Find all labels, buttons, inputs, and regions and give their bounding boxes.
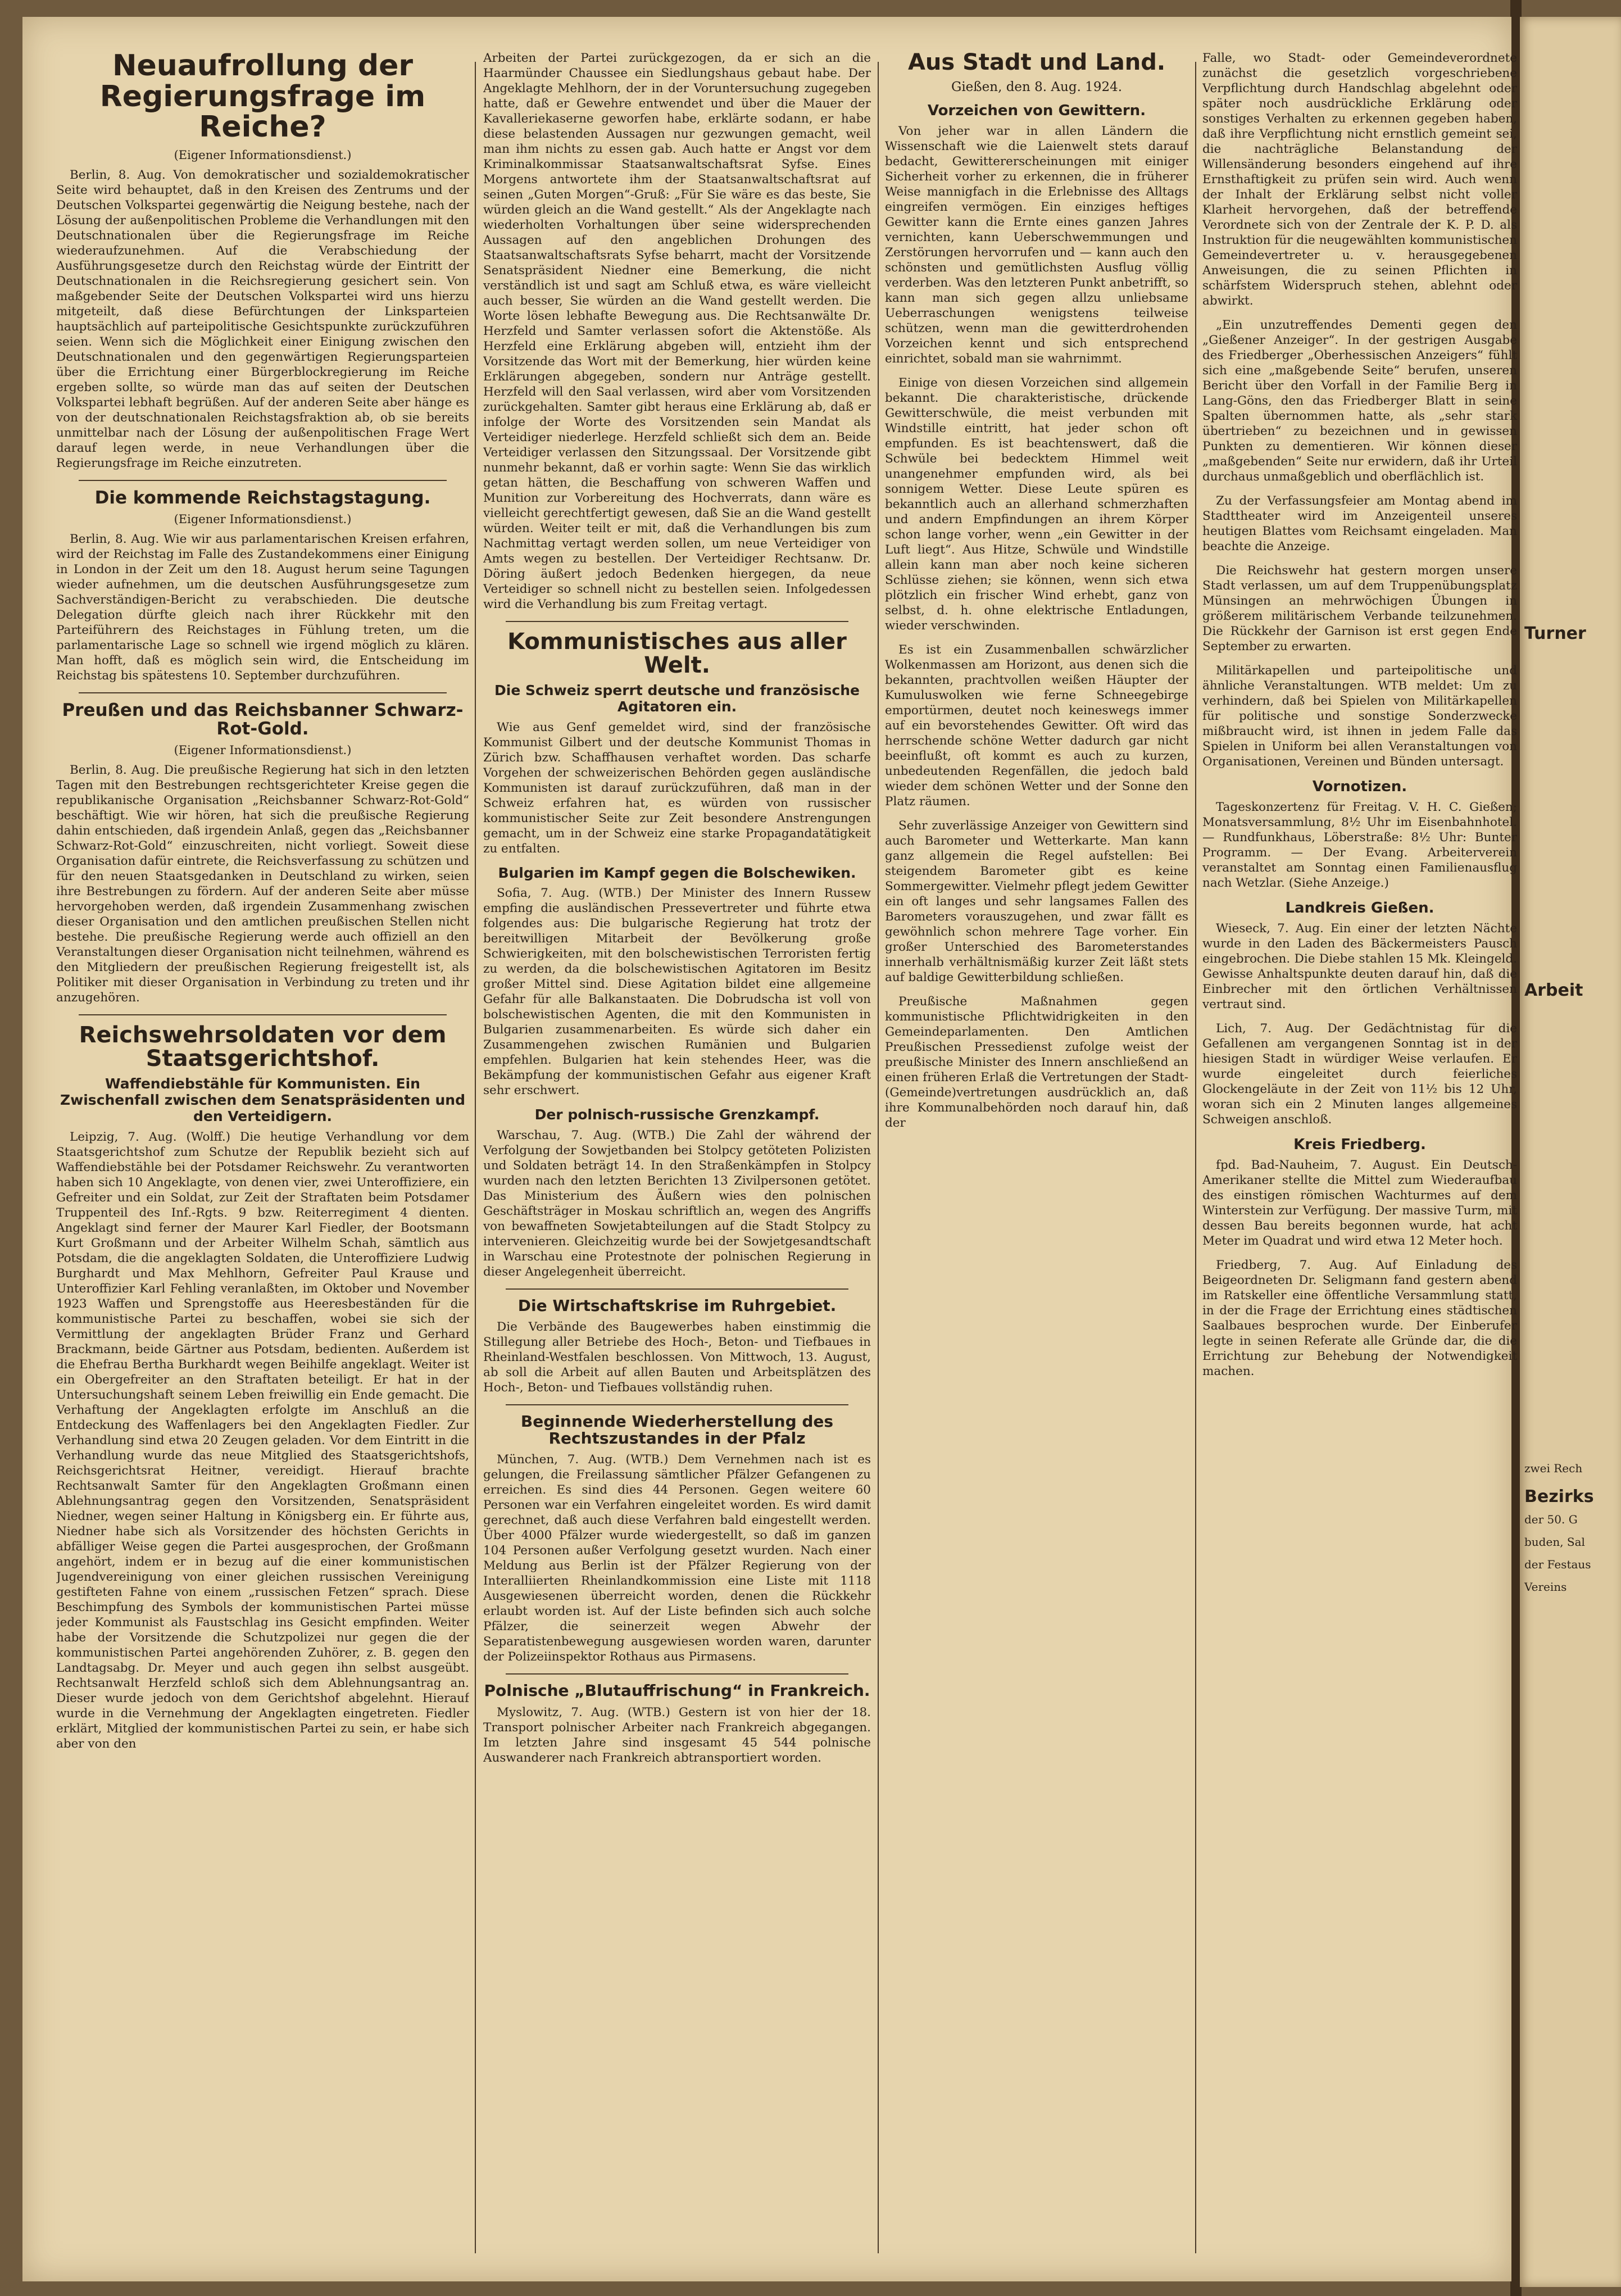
- column-3: [885, 51, 1188, 2276]
- article-text: Zu der Verfassungsfeier am Montag abend im Stadttheater wird im Anzeigenteil unseres heutigen Blattes vom Reichsamt eingeladen. Man beachte die Anzeige.: [1202, 494, 1517, 553]
- article-text: Die Verbände des Baugewerbes haben einstimmig die Stillegung aller Betriebe des Hoch-, Beton- und Tiefbaues in Rheinland-Westfalen beschlossen. Von Mittwoch, 13. August, ab soll die Arbeit auf allen Bauten und Arbeitsplätzen des Hoch-, Beton- und Tiefbaues vollständig ruhen.: [483, 1320, 871, 1395]
- newspaper-page: [22, 17, 1517, 2281]
- edge-text: buden, Sal: [1524, 1535, 1585, 1549]
- headline: Preußen und das Reichsbanner Schwarz-Rot-Gold.: [62, 700, 464, 739]
- column-4: [1202, 51, 1517, 2276]
- subheadline: Bulgarien im Kampf gegen die Bolschewiken.: [498, 864, 856, 881]
- column-2: [483, 51, 871, 2276]
- edge-headline: Turner: [1524, 624, 1586, 643]
- article-text: Es ist ein Zusammenballen schwärzlicher Wolkenmassen am Horizont, aus denen sich die bekannten, prachtvollen weißen Häupter der Kumuluswolken wie ferne Schneegebirge emportürmen, deutet noch keineswegs immer auf ein bevorstehendes Gewitter. Oft wird das herrschende schöne Wetter dadurch gar nicht beeinflußt, oft kommt es auch zu kurzen, unbedeutenden Regenfällen, die jedoch bald wieder dem schönen Wetter und der Sonne den Platz räumen.: [885, 643, 1188, 809]
- article-text: Die Reichswehr hat gestern morgen unsere Stadt verlassen, um auf dem Truppenübungsplatz Münsingen an mehrwöchigen Übungen in größerem militärischem Verbande teilzunehmen. Die Rückkehr der Garnison ist erst gegen Ende September zu erwarten.: [1202, 564, 1517, 654]
- headline: Reichswehrsoldaten vor dem Staatsgerichtshof.: [79, 1022, 447, 1072]
- subheadline: Der polnisch-russische Grenzkampf.: [534, 1106, 820, 1123]
- edge-text: Vereins: [1524, 1580, 1567, 1594]
- article-text: Berlin, 8. Aug. Wie wir aus parlamentarischen Kreisen erfahren, wird der Reichstag im Falle des Zustandekommens einer Einigung in London in der Zeit um den 18. August herum seine Tagungen wieder aufnehmen, um die deutschen Ausführungsgesetze zum Sachverständigen-Bericht zu verabschieden. Die deutsche Delegation dürfte gleich nach ihrer Rückkehr mit den Parteiführern des Reichstages in Fühlung treten, um die parlamentarische Lage so schnell wie irgend möglich zu klären. Man hofft, daß es möglich sein wird, die Entscheidung im Reichstag bis spätestens 10. September durchzuführen.: [56, 532, 469, 683]
- article-text: Wieseck, 7. Aug. Ein einer der letzten Nächte wurde in den Laden des Bäckermeisters Pausch eingebrochen. Die Diebe stahlen 15 Mk. Kleingeld. Gewisse Anhaltspunkte deuten darauf hin, daß die Einbrecher mit den örtlichen Verhältnissen vertraut sind.: [1202, 922, 1517, 1011]
- headline: Beginnende Wiederherstellung des Rechtszustandes in der Pfalz: [520, 1412, 834, 1448]
- article-text: Berlin, 8. Aug. Die preußische Regierung hat sich in den letzten Tagen mit den Bestrebungen rechtsgerichteter Kreise gegen die republikanische Organisation „Reichsbanner Schwarz-Rot-Gold“ beschäftigt. Wie wir hören, hat sich die preußische Regierung dahin entschieden, daß irgendein Anlaß, gegen das „Reichsbanner Schwarz-Rot-Gold“ einzuschreiten, nicht vorliegt. Soweit diese Organisation dafür eintrete, die Reichsverfassung zu schützen und für den neuen Staatsgedanken in Deutschland zu wirken, seien ihre Bestrebungen zu fördern. Auf der anderen Seite aber müsse hervorgehoben werden, daß irgendein Zusammenhang zwischen dieser Organisation und den amtlichen preußischen Stellen nicht bestehe. Die preußische Regierung werde auch offiziell an den Veranstaltungen dieser Organisation nicht teilnehmen, während es den Mitgliedern der preußischen Regierung freigestellt ist, als Politiker mit dieser Organisation in Verbindung zu treten und ihr anzugehören.: [56, 763, 469, 1005]
- divider: [506, 1404, 848, 1405]
- column-1: [56, 51, 469, 2276]
- subheadline: Vorzeichen von Gewittern.: [927, 102, 1146, 119]
- article-text: Berlin, 8. Aug. Von demokratischer und sozialdemokratischer Seite wird behauptet, daß in den Kreisen des Zentrums und der Deutschen Volkspartei gegenwärtig die Neigung bestehe, nach der Lösung der außenpolitischen Probleme die Verhandlungen mit den Deutschnationalen über die Regierungsfrage im Reiche wiederaufzunehmen. Auf die Verabschiedung der Ausführungsgesetze durch den Reichstag würde der Eintritt der Deutschnationalen in die Reichsregierung gesichert sein. Von maßgebender Seite der Deutschen Volkspartei wird uns hierzu mitgeteilt, daß diese Befürchtungen der Linksparteien hauptsächlich auf parteipolitische Gesichtspunkte zurückzuführen seien. Wenn sich die Möglichkeit einer Einigung zwischen den Deutschnationalen und den gegenwärtigen Regierungsparteien über die Errichtung einer Bürgerblockregierung im Reiche ergeben sollte, so würde man das auf seiten der Deutschen Volkspartei lebhaft begrüßen. Auf der anderen Seite aber hänge es von der deutschnationalen Reichstagsfraktion ab, ob sie bereits unmittelbar nach der Lösung der außenpolitischen Frage Wert darauf legen werde, in neue Verhandlungen über die Regierungsfrage im Reiche einzutreten.: [56, 167, 469, 470]
- headline: Neuaufrollung der Regierungsfrage im Reiche?: [99, 51, 426, 144]
- divider: [79, 692, 447, 693]
- headline: Die Wirtschaftskrise im Ruhrgebiet.: [517, 1296, 837, 1315]
- article-text: München, 7. Aug. (WTB.) Dem Vernehmen nach ist es gelungen, die Freilassung sämtlicher Pfälzer Gefangenen zu erreichen. Es sind dies 44 Personen. Gegen weitere 60 Personen war ein Verfahren eingeleitet worden. Es wird damit gerechnet, daß auch diese Verfahren bald eingestellt werden. Über 4000 Pfälzer wurde wiedergestellt, so daß im ganzen 104 Personen außer Verfolgung gesetzt wurden. Nach einer Meldung aus Berlin ist der Pfälzer Regierung von der Interalliierten Rheinlandkommission eine Liste mit 1118 Ausgewiesenen überreicht worden, denen die Rückkehr erlaubt worden ist. Auf der Liste befinden sich auch solche Pfälzer, die seinerzeit wegen Abwehr der Separatistenbewegung ausgewiesen worden waren, darunter der Polizeiinspektor Rothaus aus Pirmasens.: [483, 1453, 871, 1664]
- edge-text: der 50. G: [1524, 1513, 1578, 1526]
- edge-text: der Festaus: [1524, 1558, 1591, 1571]
- article-text: Tageskonzertenz für Freitag. V. H. C. Gießen; Monatsversammlung, 8½ Uhr im Eisenbahnhotel. — Rundfunkhaus, Löberstraße: 8½ Uhr: Bunter Programm. — Der Evang. Arbeiterverein veranstaltet am Sonntag einen Familienausflug nach Wetzlar. (Siehe Anzeige.): [1202, 800, 1517, 890]
- divider: [506, 1673, 848, 1675]
- article-text: Preußische Maßnahmen gegen kommunistische Pflichtwidrigkeiten in den Gemeindeparlamenten. Den Amtlichen Preußischen Pressedienst zufolge weist der preußische Minister des Innern anschließend an einen früheren Erlaß die Vertretungen der Stadt-(Gemeinde)vertretungen ausdrücklich an, daß ihre Kommunalbehörden noch darauf hin, daß der: [885, 995, 1188, 1130]
- subheadline: Landkreis Gießen.: [1285, 900, 1434, 916]
- headline: Polnische „Blutauffrischung“ in Frankreich.: [484, 1681, 870, 1700]
- article-text: Militärkapellen und parteipolitische und ähnliche Veranstaltungen. WTB meldet: Um zu verhindern, daß bei Spielen von Militärkapellen für politische und sonstige Sonderzwecke mißbraucht wird, ist ihnen in jedem Falle das Spielen in Uniform bei allen Veranstaltungen von Organisationen, Vereinen und Bünden untersagt.: [1202, 664, 1517, 769]
- divider: [506, 1288, 848, 1290]
- article-text: Falle, wo Stadt- oder Gemeindeverordnete zunächst die gesetzlich vorgeschriebene Verpflichtung durch Handschlag abgelehnt oder später noch ausdrückliche Erklärung oder sonstiges Verhalten zu erkennen gegeben haben, daß ihre Verpflichtung nicht ernstlich gemeint sei, die nachträgliche Belanstandung der Willensänderung besonders eingehend auf ihre Ernsthaftigkeit zu prüfen sein wird. Auch wenn der Inhalt der Erklärung selbst nicht voller Klarheit hervorgehen, daß der betreffende Verordnete sich von der Zentrale der K. P. D. als Instruktion für die neugewählten kommunistischen Gemeindevertreter u. v. herausgegebenen Anweisungen, die zu seinen Pflichten in schärfstem Widerspruch stehen, ablehnt oder abwirkt.: [1202, 51, 1517, 308]
- article-text: Wie aus Genf gemeldet wird, sind der französische Kommunist Gilbert und der deutsche Kommunist Thomas in Zürich bzw. Schaffhausen verhaftet worden. Das scharfe Vorgehen der schweizerischen Behörden gegen ausländische Kommunisten ist darauf zurückzuführen, daß man in der Schweiz erfahren hat, es würden von russischer kommunistischer Seite zur Zeit besondere Anstrengungen gemacht, um in der Schweiz eine starke Propagandatätigkeit zu entfalten.: [483, 720, 871, 856]
- divider: [79, 480, 447, 481]
- column-rule: [475, 62, 476, 2253]
- column-rule: [878, 62, 879, 2253]
- divider: [506, 621, 848, 622]
- edge-headline: Bezirks: [1524, 1487, 1594, 1507]
- subheadline: Die Schweiz sperrt deutsche und französische Agitatoren ein.: [494, 682, 860, 715]
- subheadline: Vornotizen.: [1312, 778, 1407, 795]
- column-rule: [1195, 62, 1196, 2253]
- article-text: Einige von diesen Vorzeichen sind allgemein bekannt. Die charakteristische, drückende Gewitterschwüle, die meist verbunden mit Windstille eintritt, hat jeder schon oft empfunden. Es ist beachtenswert, daß die Schwüle bei bedecktem Himmel weit unangenehmer empfunden wird, als bei sonnigem Wetter. Diese Leute spüren es bekanntlich auch an allerhand schmerzhaften und andern Empfindungen an ihrem Körper schon lange vorher, wenn „ein Gewitter in der Luft liegt“. Aus Hitze, Schwüle und Windstille allein kann man aber noch keine sicheren Schlüsse ziehen; sie können, wenn sich etwa plötzlich ein frischer Wind erhebt, ganz von selbst, d. h. ohne elektrische Entladungen, wieder verschwinden.: [885, 376, 1188, 633]
- article-text: fpd. Bad-Nauheim, 7. August. Ein Deutsch-Amerikaner stellte die Mittel zum Wiederaufbau des einstigen römischen Wachturmes auf dem Winterstein zur Verfügung. Der massive Turm, mit dessen Bau bereits begonnen wurde, hat acht Meter im Quadrat und wird etwa 12 Meter hoch.: [1202, 1158, 1517, 1248]
- article-text: Arbeiten der Partei zurückgezogen, da er sich an die Haarmünder Chaussee ein Siedlungshaus gebaut habe. Der Angeklagte Mehlhorn, der in der Voruntersuchung zugegeben hatte, daß er Gewehre entwendet und über die Mauer der Kavalleriekaserne geworfen habe, erklärte sodann, er habe diese belastenden Aussagen nur gezwungen gemacht, weil man ihm nichts zu essen gab. Auch hatte er Angst vor dem Kriminalkommissar Staatsanwaltschaftsrat Syfse. Eines Morgens antwortete ihm der Staatsanwaltschaftsrat auf seinen „Guten Morgen“-Gruß: „Für Sie wäre es das beste, Sie würden gleich an die Wand gestellt.“ Als der Angeklagte nach wiederholten Vorhaltungen über seine widersprechenden Aussagen auf den angeblichen Drohungen des Staatsanwaltschaftsrats Syfse beharrt, macht der Vorsitzende Senatspräsident Niedner eine Bemerkung, die nicht verständlich ist und sagt am Schluß etwa, es wäre vielleicht auch besser, Sie würden an die Wand gestellt werden. Die Worte lösen lebhafte Bewegung aus. Die Rechtsanwälte Dr. Herzfeld und Samter verlassen sofort die Aktenstöße. Als Herzfeld eine Erklärung abgeben will, entzieht ihm der Vorsitzende das Wort mit der Bemerkung, hier würden keine Erklärungen abgegeben, sondern nur Anträge gestellt. Herzfeld will den Saal verlassen, wird aber vom Vorsitzenden zurückgehalten. Samter gibt heraus eine Erklärung ab, daß er infolge der Worte des Vorsitzenden sein Mandat als Verteidiger niederlege. Herzfeld schließt sich dem an. Beide Verteidiger verlassen den Sitzungssaal. Der Vorsitzende gibt nunmehr bekannt, daß er vorhin sagte: Wenn Sie das wirklich getan hätten, die Beschaffung von schweren Waffen und Munition zur Vorbereitung des Hochverrats, dann wäre es vielleicht gerechtfertigt gewesen, daß Sie an die Wand gestellt würden. Weiter teilt er mit, daß die Verhandlungen bis zum Nachmittag vertagt werden sollen, um neue Verteidiger von Amts wegen zu bestellen. Der Verteidiger Rechtsanw. Dr. Döring äußert jedoch Bedenken hiergegen, da neue Verteidiger so schnell nicht zu bestellen seien. Infolgedessen wird die Verhandlung bis zum Freitag vertagt.: [483, 51, 871, 611]
- article-text: Lich, 7. Aug. Der Gedächtnistag für die Gefallenen am vergangenen Sonntag ist in der hiesigen Stadt in würdiger Weise verlaufen. Er wurde eingeleitet durch feierliches Glockengeläute in der Zeit von 11½ bis 12 Uhr, woran sich ein 2 Minuten langes allgemeines Schweigen anschloß.: [1202, 1022, 1517, 1127]
- headline: Kommunistisches aus aller Welt.: [507, 629, 847, 678]
- article-text: Friedberg, 7. Aug. Auf Einladung des Beigeordneten Dr. Seligmann fand gestern abend im Ratskeller eine öffentliche Versammlung statt, in der die Frage der Errichtung eines städtischen Saalbaues besprochen wurde. Der Einberufer legte in seinen Referate alle Gründe dar, die die Errichtung zur Behebung der Notwendigkeit machen.: [1202, 1258, 1517, 1378]
- edge-text: zwei Rech: [1524, 1462, 1583, 1475]
- subheadline: Kreis Friedberg.: [1293, 1136, 1426, 1153]
- headline: Die kommende Reichstagstagung.: [94, 487, 431, 508]
- source-note: (Eigener Informationsdienst.): [174, 148, 352, 162]
- adjacent-page-edge: [1520, 17, 1621, 2287]
- article-text: Von jeher war in allen Ländern die Wissenschaft wie die Laienwelt stets darauf bedacht, Gewittererscheinungen mit einiger Sicherheit vorher zu erkennen, die in früherer Weise mannigfach in die Erlebnisse des Alltags eingreifen vermögen. Ein einziges heftiges Gewitter kann die Ernte eines ganzen Jahres vernichten, kann Ueberschwemmungen und Zerstörungen hervorrufen und — kann auch den schönsten und gemütlichsten Ausflug völlig verderben. Was den letzteren Punkt anbetrifft, so kann man sich gegen allzu unliebsame Ueberraschungen wenigstens teilweise schützen, wenn man die gewitterdrohenden Vorzeichen kennt und sich entsprechend einrichtet, sobald man sie wahrnimmt.: [885, 124, 1188, 366]
- article-text: Warschau, 7. Aug. (WTB.) Die Zahl der während der Verfolgung der Sowjetbanden bei Stolpcy getöteten Polizisten und Soldaten beträgt 14. In den Straßenkämpfen in Stolpcy wurden nach den letzten Berichten 13 Zivilpersonen getötet. Das Ministerium des Äußern wies den polnischen Geschäftsträger in Moskau schriftlich an, wegen des Angriffs von bewaffneten Sowjetabteilungen auf die Stadt Stolpcy zu intervenieren. Gleichzeitig wurde bei der Sowjetgesandtschaft in Warschau eine Protestnote der polnischen Regierung in dieser Angelegenheit überreicht.: [483, 1128, 871, 1279]
- article-text: Sofia, 7. Aug. (WTB.) Der Minister des Innern Russew empfing die ausländischen Pressevertreter und führte etwa folgendes aus: Die bulgarische Regierung hat trotz der bereitwilligen Mitarbeit der Bevölkerung große Schwierigkeiten, mit den bolschewistischen Terroristen fertig zu werden, da die bolschewistischen Agitatoren im Besitz großer Mittel sind. Diese Agitation bildet eine allgemeine Gefahr für alle Balkanstaaten. Die Dobrudscha ist voll von bolschewistischen Agenten, die mit den Kommunisten in Bulgarien zusammenarbeiten. Es würde sich daher ein Zusammengehen zwischen Rumänien und Bulgarien empfehlen. Bulgarien hat kein stehendes Heer, was die Bekämpfung der kommunistischen Gefahr aus eigener Kraft sehr erschwert.: [483, 886, 871, 1098]
- source-note: (Eigener Informationsdienst.): [174, 512, 352, 527]
- article-text: Myslowitz, 7. Aug. (WTB.) Gestern ist von hier der 18. Transport polnischer Arbeiter nach Frankreich abgegangen. Im letzten Jahre sind insgesamt 45 544 polnische Auswanderer nach Frankreich abtransportiert worden.: [483, 1705, 871, 1765]
- section-title: Aus Stadt und Land.: [907, 51, 1166, 75]
- edge-headline: Arbeit: [1524, 981, 1583, 1000]
- dateline: Gießen, den 8. Aug. 1924.: [951, 80, 1123, 94]
- subheadline: Waffendiebstähle für Kommunisten. Ein Zwischenfall zwischen dem Senatspräsidenten und den Verteidigern.: [60, 1076, 465, 1124]
- article-text: Sehr zuverlässige Anzeiger von Gewittern sind auch Barometer und Wetterkarte. Man kann ganz allgemein die Regel aufstellen: Bei steigendem Barometer gibt es keine Sommergewitter. Vielmehr pflegt jedem Gewitter ein oft langes und sehr langsames Fallen des Barometers vorauszugehen, und zwar fällt es gewöhnlich schon mehrere Tage vorher. Ein großer Unterschied des Barometerstandes innerhalb verhältnismäßig kurzer Zeit läßt stets auf baldige Gewitterbildung schließen.: [885, 819, 1188, 984]
- article-text: „Ein unzutreffendes Dementi gegen den „Gießener Anzeiger“. In der gestrigen Ausgabe des Friedberger „Oberhessischen Anzeigers“ fühlt sich eine „maßgebende Seite“ berufen, unseren Bericht über den Vorfall in der Familie Berg in Lang-Göns, den das Friedberger Blatt in seine Spalten übernommen hatte, als „sehr stark übertrieben“ zu bezeichnen und in gewissen Punkten zu dementieren. Wir können dieser „maßgebenden“ Seite nur erwidern, daß ihr Urteil durchaus unmaßgeblich und oberflächlich ist.: [1202, 318, 1517, 484]
- divider: [79, 1014, 447, 1015]
- article-text: Leipzig, 7. Aug. (Wolff.) Die heutige Verhandlung vor dem Staatsgerichtshof zum Schutze der Republik bezieht sich auf Waffendiebstähle bei der Potsdamer Reichswehr. Zu verantworten haben sich 10 Angeklagte, von denen vier, zwei Unteroffiziere, ein Gefreiter und ein Soldat, zur Zeit der Straftaten beim Potsdamer Truppenteil des Inf.-Rgts. 9 bzw. Reiterregiment 4 dienten. Angeklagt sind ferner der Maurer Karl Fiedler, der Bootsmann Kurt Großmann und der Arbeiter Wilhelm Schah, sämtlich aus Potsdam, die die angeklagten Soldaten, die Unteroffiziere Ludwig Burghardt und Max Mehlhorn, Gefreiter Paul Krause und Unteroffizier Karl Fehling veranlaßten, im Oktober und November 1923 Waffen und Sprengstoffe aus Heeresbeständen für die kommunistische Partei zu beschaffen, wobei sie sich der Vermittlung der angeklagten Brüder Franz und Gerhard Brackmann, beide Gärtner aus Potsdam, bedienten. Außerdem ist die Ehefrau Bertha Burkhardt wegen Beihilfe angeklagt. Weiter ist ein Obergefreiter an den Straftaten beteiligt. Er hat in der Untersuchungshaft seinem Leben freiwillig ein Ende gemacht. Die Verhaftung der Angeklagten erfolgte im Anschluß an die Entdeckung des Waffenlagers bei den Angeklagten Fiedler. Zur Verhandlung sind etwa 20 Zeugen geladen. Vor dem Eintritt in die Verhandlung wurde das neue Mitglied des Staatsgerichtshofs, Reichsgerichtsrat Heitner, vereidigt. Hierauf brachte Rechtsanwalt Samter für den Angeklagten Großmann einen Ablehnungsantrag gegen den Vorsitzenden, Senatspräsident Niedner, wegen seiner Haltung in Königsberg ein. Er führte aus, Niedner habe sich als Vorsitzender des höchsten Gerichts in abfälliger Weise gegen die Partei ausgesprochen, der Großmann angehört, indem er in bezug auf die einer kommunistischen Jugendvereinigung von einer gleichen russischen Vereinigung gestifteten Fahne von einem „russischen Fetzen“ sprach. Diese Beschimpfung des Symbols der kommunistischen Partei müsse jeder Kommunist als Faustschlag ins Gesicht empfinden. Weiter habe der Vorsitzende die Schutzpolizei nur gegen die der kommunistischen Partei angehörenden Zuhörer, z. B. gegen den Landtagsabg. Dr. Meyer und auch gegen ihn selbst ausgeübt. Rechtsanwalt Herzfeld schloß sich dem Ablehnungsantrag an. Dieser wurde jedoch von dem Gerichtshof abgelehnt. Hierauf wurde in die Vernehmung der Angeklagten eingetreten. Fiedler erklärt, Mitglied der kommunistischen Partei zu sein, er habe sich aber von den: [56, 1129, 469, 1751]
- source-note: (Eigener Informationsdienst.): [174, 743, 352, 757]
